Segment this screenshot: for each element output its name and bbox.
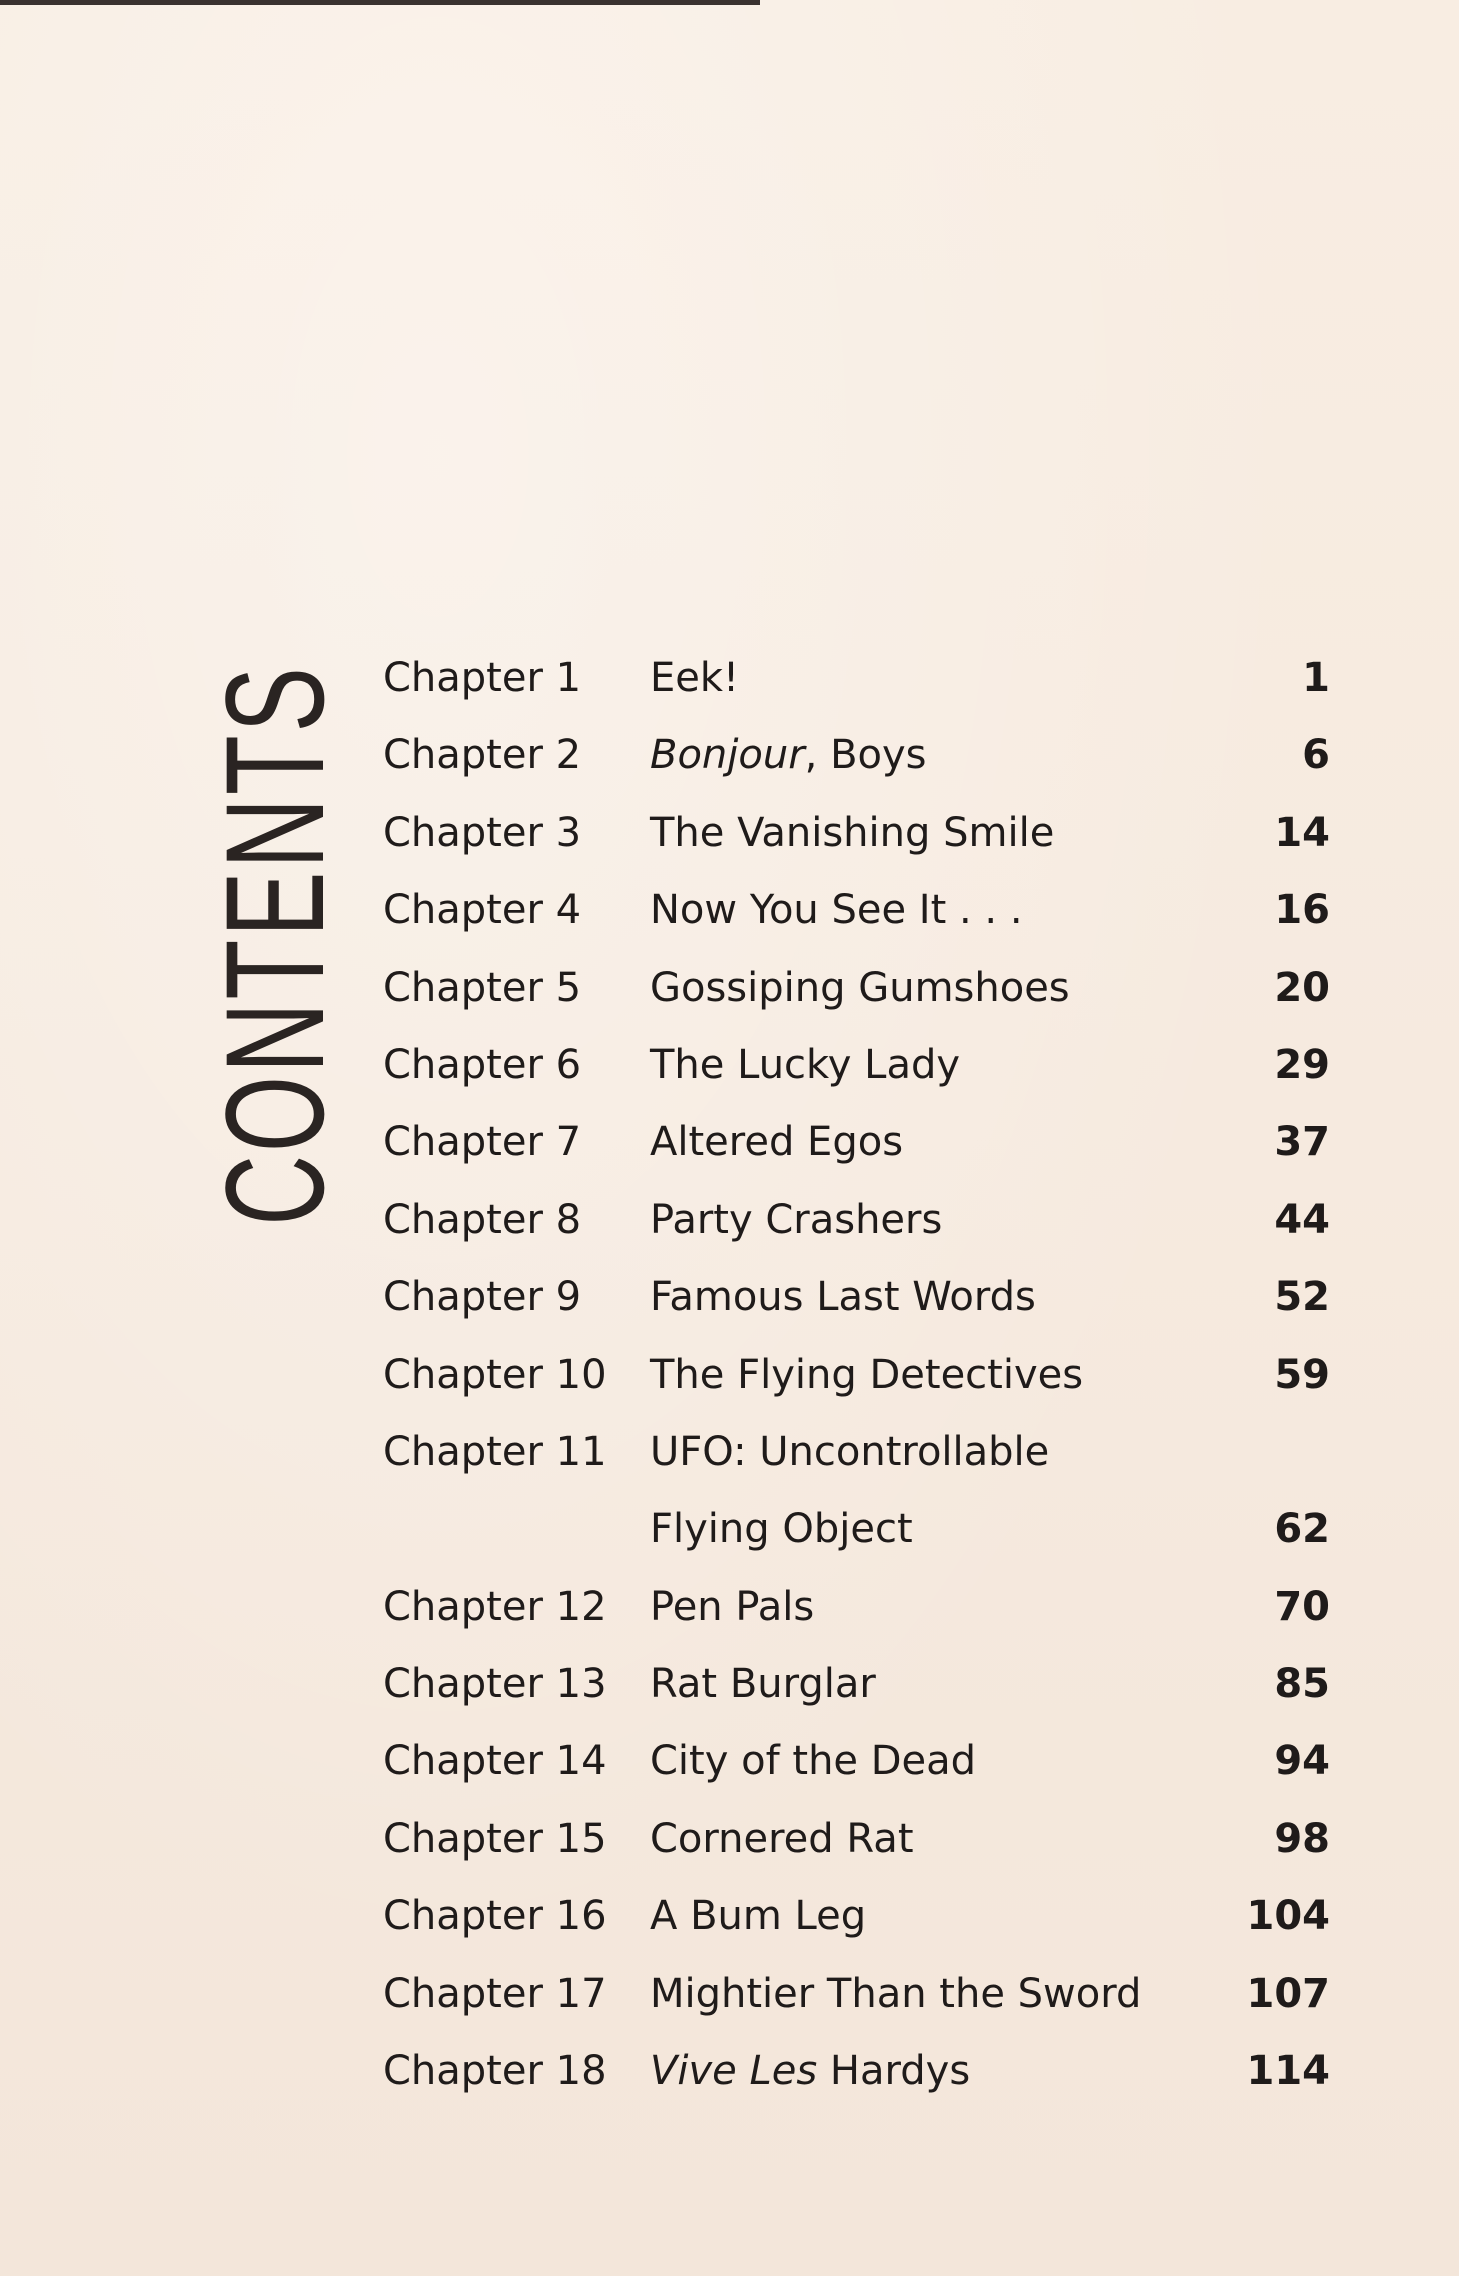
chapter-label: Chapter 4 [383, 887, 582, 934]
chapter-label: Chapter 11 [383, 1428, 607, 1475]
page-number: 16 [1274, 887, 1330, 934]
chapter-label: Chapter 12 [383, 1583, 607, 1630]
toc-row [380, 1037, 1335, 1114]
page-number: 6 [1302, 732, 1330, 779]
contents-heading-text: CONTENTS [196, 664, 353, 1226]
chapter-title: Gossiping Gumshoes [650, 964, 1070, 1011]
contents-heading [196, 664, 353, 1226]
chapter-title: Party Crashers [650, 1196, 943, 1243]
chapter-label: Chapter 17 [383, 1970, 607, 2017]
chapter-label: Chapter 2 [383, 732, 582, 779]
page-number: 29 [1274, 1041, 1330, 1088]
toc-row [380, 727, 1335, 804]
chapter-label: Chapter 10 [383, 1351, 607, 1398]
chapter-label: Chapter 7 [383, 1119, 582, 1166]
page-number: 52 [1274, 1274, 1330, 1321]
chapter-title: City of the Dead [650, 1738, 977, 1785]
chapter-label: Chapter 1 [383, 655, 582, 701]
chapter-title: Famous Last Words [650, 1274, 1036, 1321]
page-number: 20 [1274, 964, 1330, 1011]
page-number: 104 [1246, 1893, 1330, 1940]
toc-row [380, 1811, 1335, 1888]
page-number: 62 [1274, 1506, 1330, 1553]
toc-row [380, 1347, 1335, 1424]
page-number: 85 [1274, 1661, 1330, 1708]
chapter-label: Chapter 9 [383, 1274, 582, 1321]
page-number: 1 [1302, 655, 1330, 701]
page-number: 114 [1246, 2048, 1330, 2095]
chapter-title: The Flying Detectives [650, 1351, 1084, 1398]
chapter-title: Cornered Rat [650, 1815, 914, 1862]
chapter-title: Bonjour, Boys [650, 732, 927, 779]
toc-row [380, 1269, 1335, 1346]
toc-row [380, 650, 1335, 727]
chapter-title: Rat Burglar [650, 1661, 876, 1708]
toc-row [380, 1579, 1335, 1656]
toc-row [380, 2043, 1335, 2120]
chapter-label: Chapter 6 [383, 1041, 582, 1088]
page-number: 59 [1274, 1351, 1330, 1398]
chapter-label: Chapter 16 [383, 1893, 607, 1940]
toc-row [380, 1888, 1335, 1965]
chapter-label: Chapter 5 [383, 964, 582, 1011]
toc-row-continuation [380, 1501, 1335, 1578]
page-number: 37 [1274, 1119, 1330, 1166]
chapter-label: Chapter 14 [383, 1738, 607, 1785]
toc-row [380, 882, 1335, 959]
chapter-title: A Bum Leg [650, 1893, 867, 1940]
chapter-title: Eek! [650, 655, 740, 701]
chapter-label: Chapter 13 [383, 1661, 607, 1708]
chapter-title: Pen Pals [650, 1583, 815, 1630]
chapter-title: Altered Egos [650, 1119, 904, 1166]
toc-row [380, 1114, 1335, 1191]
chapter-title: Now You See It . . . [650, 887, 1023, 934]
toc-row [380, 1424, 1335, 1501]
chapter-title-line2: Flying Object [650, 1506, 913, 1553]
chapter-label: Chapter 18 [383, 2048, 607, 2095]
toc-row [380, 960, 1335, 1037]
chapter-title: Mightier Than the Sword [650, 1970, 1142, 2017]
toc-row [380, 1656, 1335, 1733]
toc-row [380, 1966, 1335, 2043]
page-number: 44 [1274, 1196, 1330, 1243]
chapter-title: Vive Les Hardys [650, 2048, 971, 2095]
page-number: 98 [1274, 1815, 1330, 1862]
toc-row [380, 1733, 1335, 1810]
chapter-title: UFO: Uncontrollable [650, 1428, 1050, 1475]
table-of-contents [380, 650, 1335, 2120]
chapter-label: Chapter 3 [383, 809, 582, 856]
page-edge-shadow [0, 0, 760, 5]
chapter-title: The Vanishing Smile [650, 809, 1055, 856]
page-number: 14 [1274, 809, 1330, 856]
chapter-title: The Lucky Lady [650, 1041, 961, 1088]
page-number: 94 [1274, 1738, 1330, 1785]
toc-row [380, 805, 1335, 882]
page-number: 107 [1246, 1970, 1330, 2017]
toc-row [380, 1192, 1335, 1269]
chapter-label: Chapter 8 [383, 1196, 582, 1243]
chapter-label: Chapter 15 [383, 1815, 607, 1862]
page-number: 70 [1274, 1583, 1330, 1630]
